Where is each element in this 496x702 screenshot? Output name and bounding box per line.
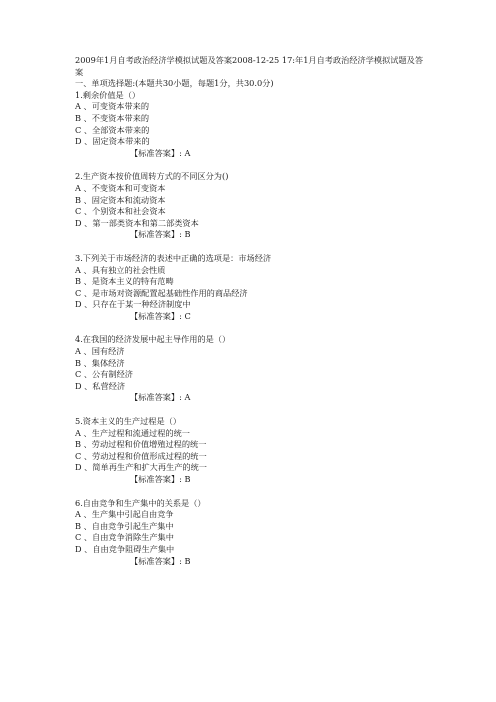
option-c: C 、全部资本带来的 xyxy=(75,124,150,135)
option-c: C 、公有制经济 xyxy=(75,369,133,380)
option-d: D 、私营经济 xyxy=(75,380,126,391)
option-a: A 、国有经济 xyxy=(75,346,125,357)
option-a: A 、可变资本带来的 xyxy=(75,101,150,112)
option-b: B 、固定资本和流动资本 xyxy=(75,194,166,205)
option-d: D 、第一部类资本和第二部类资本 xyxy=(75,217,199,228)
option-b: B 、不变资本带来的 xyxy=(75,112,150,123)
option-b: B 、劳动过程和价值增殖过程的统一 xyxy=(75,439,207,450)
option-d: D 、简单再生产和扩大再生产的统一 xyxy=(75,462,207,473)
question-6 xyxy=(75,498,431,568)
option-a: A 、不变资本和可变资本 xyxy=(75,182,166,193)
option-b: B 、集体经济 xyxy=(75,357,125,368)
option-a: A 、生产集中引起自由竞争 xyxy=(75,509,174,520)
question-stem: 6.自由竞争和生产集中的关系是（） xyxy=(75,497,206,508)
standard-answer: 【标准答案】: B xyxy=(130,229,191,240)
option-c: C 、是市场对资源配置起基础性作用的商品经济 xyxy=(75,287,248,298)
question-4 xyxy=(75,334,431,404)
option-a: A 、具有独立的社会性质 xyxy=(75,264,166,275)
question-stem: 3.下列关于市场经济的表述中正确的选项是：市场经济 xyxy=(75,252,272,263)
standard-answer: 【标准答案】: B xyxy=(130,555,191,566)
question-2 xyxy=(75,171,431,241)
question-5 xyxy=(75,416,431,486)
standard-answer: 【标准答案】: C xyxy=(130,310,191,321)
option-c: C 、劳动过程和价值形成过程的统一 xyxy=(75,450,207,461)
standard-answer: 【标准答案】: B xyxy=(130,474,191,484)
standard-answer: 【标准答案】: A xyxy=(130,147,191,158)
option-b: B 、是资本主义的特有范畴 xyxy=(75,276,174,287)
option-b: B 、自由竞争引起生产集中 xyxy=(75,520,174,531)
standard-answer: 【标准答案】: A xyxy=(130,392,191,403)
option-d: D 、只存在于某一种经济制度中 xyxy=(75,299,191,310)
question-stem: 1.剩余价值是（） xyxy=(75,89,141,100)
section-heading: 一、单项选择题:(本题共30小题，每题1分，共30.0分) xyxy=(75,78,274,89)
question-1 xyxy=(75,90,431,160)
option-d: D 、自由竞争阻碍生产集中 xyxy=(75,543,175,554)
option-d: D 、固定资本带来的 xyxy=(75,136,150,147)
option-c: C 、自由竞争消除生产集中 xyxy=(75,532,174,543)
question-stem: 5.资本主义的生产过程是（） xyxy=(75,416,182,427)
option-c: C 、个别资本和社会资本 xyxy=(75,206,166,217)
document-content xyxy=(75,55,431,579)
question-3 xyxy=(75,253,431,323)
document-title: 2009年1月自考政治经济学模拟试题及答案2008-12-25 17:年1月自考政治经济学模拟试题及答案 xyxy=(75,55,424,77)
question-stem: 4.在我国的经济发展中起主导作用的是（） xyxy=(75,334,231,345)
option-a: A 、生产过程和流通过程的统一 xyxy=(75,427,190,438)
question-stem: 2.生产资本按价值周转方式的不同区分为() xyxy=(75,171,229,182)
